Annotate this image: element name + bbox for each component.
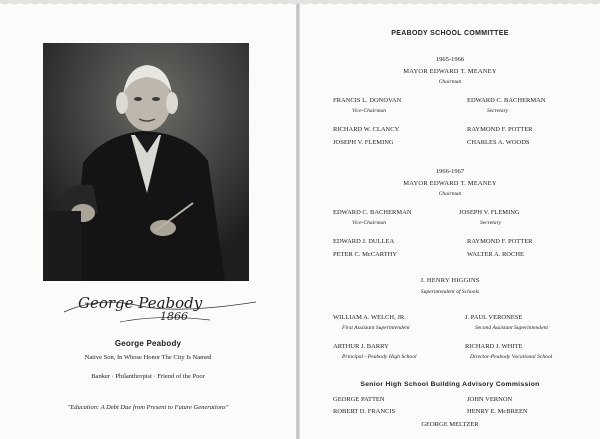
- portrait-illustration: [43, 43, 249, 281]
- term-1-member: EDWARD C. BACHERMAN: [467, 97, 546, 104]
- term-2-member: EDWARD C. BACHERMAN: [333, 209, 412, 216]
- term-2-chair-name: MAYOR EDWARD T. MEANEY: [403, 180, 497, 187]
- term-1-member: FRANCIS L. DONOVAN: [333, 97, 402, 104]
- signature: [60, 292, 260, 328]
- staff-name: RICHARD J. WHITE: [465, 343, 523, 350]
- caption-bio-line-1: Native Son, In Whose Honor The City Is Named: [84, 354, 212, 361]
- committee-title: PEABODY SCHOOL COMMITTEE: [391, 30, 509, 37]
- staff-role: Principal - Peabody High School: [342, 354, 417, 360]
- term-1-member: RAYMOND F. POTTER: [467, 126, 533, 133]
- term-1-member: JOSEPH V. FLEMING: [333, 139, 394, 146]
- signature-year: 1866: [160, 310, 188, 323]
- term-2-member: RAYMOND F. POTTER: [467, 238, 533, 245]
- term-1-years: 1965-1966: [435, 56, 465, 63]
- term-1-member: CHARLES A. WOODS: [467, 139, 530, 146]
- staff-name: J. PAUL VERONESE: [465, 314, 523, 321]
- term-1-chair-name: MAYOR EDWARD T. MEANEY: [403, 68, 497, 75]
- staff-role: First Assistant Superintendent: [342, 325, 410, 331]
- superintendent-role: Superintendent of Schools: [420, 289, 480, 295]
- commission-member: HENRY E. McBREEN: [467, 408, 528, 415]
- term-1-member-role: Vice-Chairman: [352, 108, 387, 114]
- left-page: [0, 0, 296, 439]
- term-2-years: 1966-1967: [435, 168, 465, 175]
- scalloped-edge: [0, 0, 600, 8]
- term-2-member: PETER C. McCARTHY: [333, 251, 398, 258]
- superintendent-name: J. HENRY HIGGINS: [420, 277, 480, 284]
- caption-bio-line-2: Banker · Philanthropist · Friend of the Poor: [91, 373, 205, 380]
- staff-name: ARTHUR J. BARRY: [333, 343, 389, 350]
- portrait-photo: [43, 43, 249, 281]
- staff-role: Second Assistant Superintendent: [475, 325, 548, 331]
- caption-name: George Peabody: [114, 339, 182, 348]
- term-2-member: WALTER A. ROCHE: [467, 251, 524, 258]
- term-1-chair-role: Chairman: [438, 79, 462, 85]
- commission-member: JOHN VERNON: [467, 396, 513, 403]
- right-page: [300, 0, 600, 439]
- term-2-member-role: Vice-Chairman: [352, 220, 387, 226]
- caption-motto: "Education: A Debt Due from Present to Future Generations": [67, 404, 229, 411]
- commission-member: GEORGE MELTZER: [421, 421, 479, 428]
- staff-name: WILLIAM A. WELCH, JR.: [333, 314, 406, 321]
- term-2-member: EDWARD J. DULLEA: [333, 238, 395, 245]
- commission-title: Senior High School Building Advisory Commission: [360, 381, 540, 388]
- term-1-member: RICHARD W. CLANCY: [333, 126, 400, 133]
- signature-text: George Peabody: [78, 294, 203, 312]
- term-2-chair-role: Chairman: [438, 191, 462, 197]
- commission-member: ROBERT D. FRANCIS: [333, 408, 396, 415]
- term-2-member-role: Secretary: [480, 220, 502, 226]
- commission-member: GEORGE PATTEN: [333, 396, 385, 403]
- term-1-member-role: Secretary: [487, 108, 509, 114]
- staff-role: Director-Peabody Vocational School: [470, 354, 553, 360]
- term-2-member: JOSEPH V. FLEMING: [459, 209, 520, 216]
